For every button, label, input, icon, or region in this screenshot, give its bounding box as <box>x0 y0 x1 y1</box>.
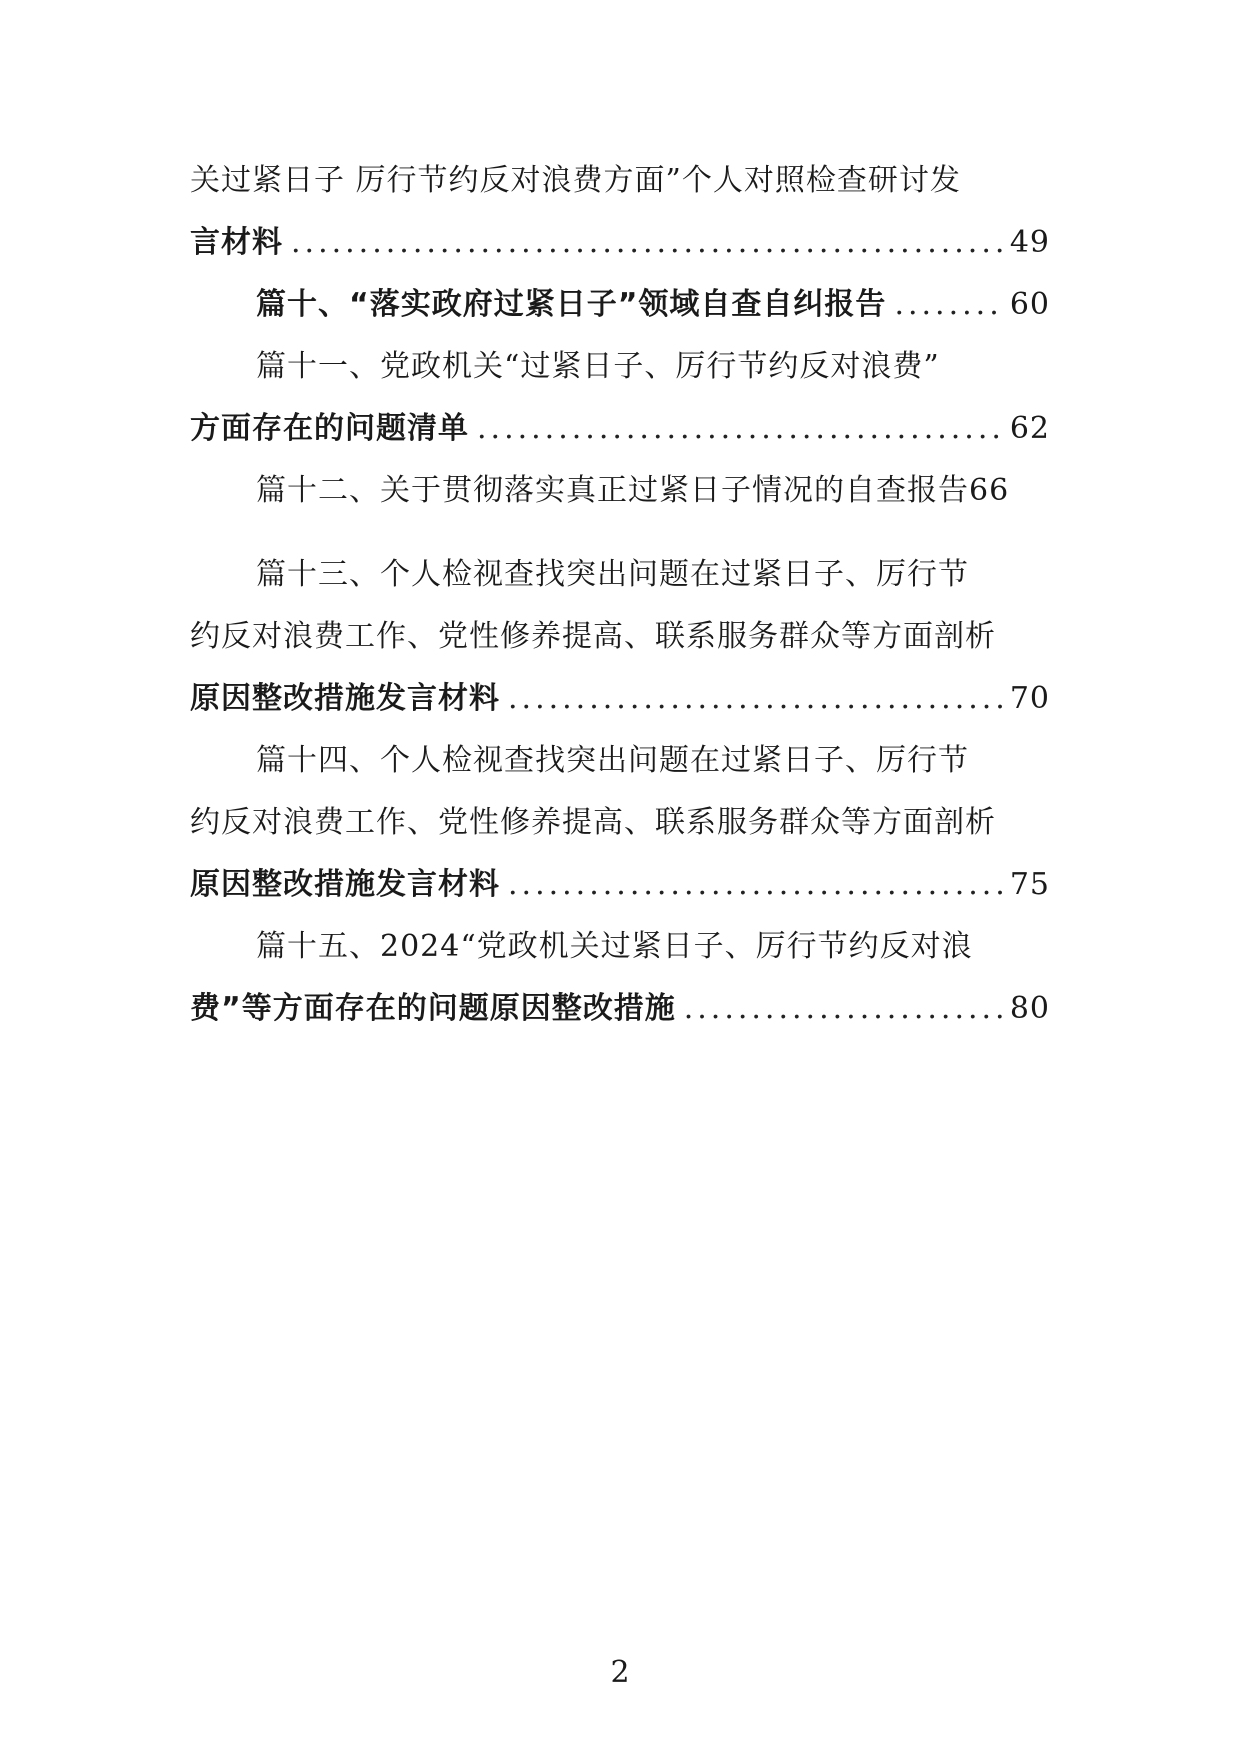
dot-leader <box>508 668 1002 730</box>
toc-entry-title: 篇十二、关于贯彻落实真正过紧日子情况的自查报告 <box>256 473 969 508</box>
dot-leader <box>291 212 1002 274</box>
toc-entry-last-line[interactable] <box>190 978 1050 1040</box>
toc-page-number: 60 <box>1009 287 1050 322</box>
toc-entry-last-line[interactable] <box>190 212 1050 274</box>
toc-line: 篇十一、党政机关“过紧日子、厉行节约反对浪费” <box>256 349 940 384</box>
toc-page-number: 75 <box>1009 867 1050 902</box>
toc-entry-last-line[interactable] <box>190 460 1050 522</box>
toc-entry-last-line[interactable] <box>190 274 1050 336</box>
page-footer-number: 2 <box>610 1655 630 1690</box>
toc-entry-last-line[interactable] <box>190 854 1050 916</box>
toc-line: 篇十三、个人检视查找突出问题在过紧日子、厉行节 <box>256 557 969 592</box>
dot-leader <box>894 274 1001 336</box>
toc-page-number: 66 <box>969 473 1010 508</box>
toc-entry-title: 原因整改措施发言材料 <box>190 867 500 902</box>
toc-page-number: 80 <box>1009 991 1050 1026</box>
toc-entry-title: 方面存在的问题清单 <box>190 411 469 446</box>
toc-entry-title: 篇十、“落实政府过紧日子”领域自查自纠报告 <box>256 287 887 322</box>
table-of-contents <box>190 150 1050 1040</box>
toc-line: 关过紧日子 厉行节约反对浪费方面”个人对照检查研讨发 <box>190 163 961 198</box>
toc-page-number: 62 <box>1009 411 1050 446</box>
toc-entry-title: 费”等方面存在的问题原因整改措施 <box>190 991 676 1026</box>
toc-entry-last-line[interactable] <box>190 398 1050 460</box>
toc-line: 约反对浪费工作、党性修养提高、联系服务群众等方面剖析 <box>190 619 996 654</box>
toc-entry-title: 原因整改措施发言材料 <box>190 681 500 716</box>
toc-line: 篇十五、2024“党政机关过紧日子、厉行节约反对浪 <box>256 929 973 964</box>
toc-page-number: 70 <box>1009 681 1050 716</box>
toc-line: 约反对浪费工作、党性修养提高、联系服务群众等方面剖析 <box>190 805 996 840</box>
toc-line: 篇十四、个人检视查找突出问题在过紧日子、厉行节 <box>256 743 969 778</box>
toc-entry-title: 言材料 <box>190 225 283 260</box>
dot-leader <box>508 854 1002 916</box>
toc-entry-last-line[interactable] <box>190 668 1050 730</box>
dot-leader <box>684 978 1002 1040</box>
dot-leader <box>477 398 1002 460</box>
toc-page-number: 49 <box>1009 225 1050 260</box>
